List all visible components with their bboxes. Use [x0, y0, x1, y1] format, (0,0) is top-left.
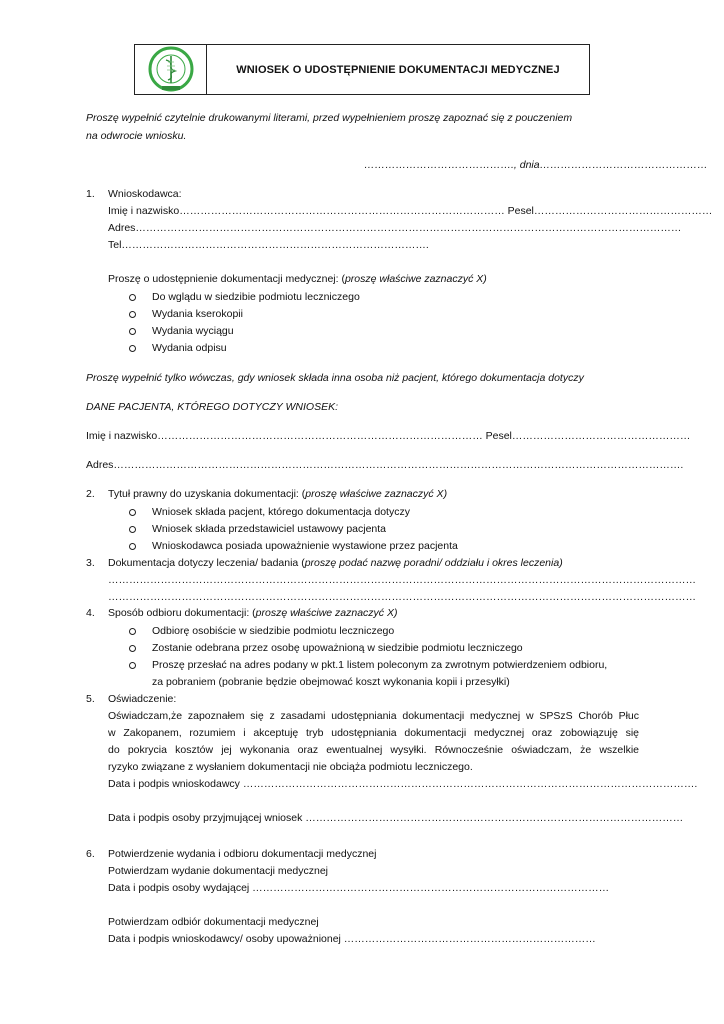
treatment-field-1[interactable]: ……………………………………………………………………………………………………………………………………………………	[108, 574, 696, 586]
applicant-signature-field[interactable]: Data i podpis wnioskodawcy ………………………………………………………………………………………………………………….	[108, 778, 698, 790]
checkbox-pickup-personal[interactable]	[129, 628, 136, 635]
treatment-field-2[interactable]: ……………………………………………………………………………………………………………………………………………………	[108, 591, 696, 603]
header-box	[134, 44, 590, 95]
section-1-title: Wnioskodawca:	[108, 188, 182, 200]
other-person-note: Proszę wypełnić tylko wówczas, gdy wniosek składa inna osoba niż pacjent, którego dokumentacja dotyczy	[86, 372, 584, 384]
request-text: Proszę o udostępnienie dokumentacji medycznej: (	[108, 273, 345, 285]
section-4-number: 4.	[86, 607, 95, 619]
declaration-line-3: do pokrycia kosztów jej wykonania oraz ewentualnej wysyłki. Równocześnie oświadczam, że wszelkie	[108, 744, 639, 756]
declaration-line-1: Oświadczam,że zapoznałem się z zasadami udostępniania dokumentacji medycznej w SPSzS Chorób Płuc	[108, 710, 639, 722]
section-6-title: Potwierdzenie wydania i odbioru dokumentacji medycznej	[108, 848, 377, 860]
section-3-hint: proszę podać nazwę poradni/ oddziału i okres leczenia)	[304, 557, 563, 569]
issuer-signature-field[interactable]: Data i podpis osoby wydającej …………………………………………………………………………………………	[108, 882, 610, 894]
section-3-title-line	[108, 558, 563, 569]
pickup-authorized-label: Zostanie odebrana przez osobę upoważnioną w siedzibie podmiotu leczniczego	[152, 642, 523, 654]
section-6-number: 6.	[86, 848, 95, 860]
page-title: WNIOSEK O UDOSTĘPNIENIE DOKUMENTACJI MEDYCZNEJ	[236, 63, 560, 76]
title-representative-label: Wniosek składa przedstawiciel ustawowy pacjenta	[152, 523, 387, 535]
recipient-signature-field[interactable]: Data i podpis wnioskodawcy/ osoby upoważnionej ………………………………………………………………	[108, 933, 596, 945]
section-2-number: 2.	[86, 488, 95, 500]
section-2-title: Tytuł prawny do uzyskania dokumentacji: (	[108, 488, 306, 500]
option-copy-label: Wydania kserokopii	[152, 308, 243, 320]
hospital-emblem-logo	[142, 46, 200, 92]
receipt-confirm-line: Potwierdzam odbiór dokumentacji medycznej	[108, 916, 319, 928]
section-2-hint: proszę właściwe zaznaczyć X)	[305, 488, 448, 500]
checkbox-pickup-authorized[interactable]	[129, 645, 136, 652]
logo-cell	[135, 45, 207, 94]
declaration-line-2: w Zakopanem, rozumiem i akceptuję tryb udostępniania dokumentacji medycznej oraz zobowiązuję się	[108, 727, 639, 739]
checkbox-option-view[interactable]	[129, 294, 136, 301]
applicant-tel-field[interactable]: Tel…………………………………………………………………………….	[108, 239, 429, 251]
checkbox-title-representative[interactable]	[129, 526, 136, 533]
section-3-number: 3.	[86, 557, 95, 569]
section-2-title-line	[108, 489, 447, 500]
applicant-name-pesel-field[interactable]: Imię i nazwisko………………………………………………………………………………… Pesel……………………………………………	[108, 205, 713, 217]
patient-heading: DANE PACJENTA, KTÓREGO DOTYCZY WNIOSEK:	[86, 401, 339, 413]
pickup-mail-label-cont: za pobraniem (pobranie będzie obejmować koszt wykonania kopii i przesyłki)	[152, 676, 510, 688]
intro-line-2: na odwrocie wniosku.	[86, 130, 187, 142]
applicant-address-field[interactable]: Adres…………………………………………………………………………………………………………………………………………	[108, 222, 682, 234]
checkbox-pickup-mail[interactable]	[129, 662, 136, 669]
section-4-title-line	[108, 608, 397, 619]
place-date-field[interactable]: ……………………………………., dnia…………………………………………	[364, 159, 708, 171]
declaration-line-4: ryzyko związane z wysłaniem dokumentacji nie obciąża podmiotu leczniczego.	[108, 761, 473, 773]
checkbox-option-duplicate[interactable]	[129, 345, 136, 352]
option-extract-label: Wydania wyciągu	[152, 325, 234, 337]
intro-line-1: Proszę wypełnić czytelnie drukowanymi literami, przed wypełnieniem proszę zapoznać się z pouczeniem	[86, 112, 573, 124]
pickup-personal-label: Odbiorę osobiście w siedzibie podmiotu leczniczego	[152, 625, 395, 637]
patient-address-field[interactable]: Adres……………………………………………………………………………………………………………………………………………….	[86, 459, 684, 471]
checkbox-option-extract[interactable]	[129, 328, 136, 335]
option-view-label: Do wglądu w siedzibie podmiotu leczniczego	[152, 291, 360, 303]
pickup-mail-label: Proszę przesłać na adres podany w pkt.1 listem poleconym za zwrotnym potwierdzeniem odbioru,	[152, 659, 608, 671]
section-4-hint: proszę właściwe zaznaczyć X)	[255, 607, 398, 619]
section-4-title: Sposób odbioru dokumentacji: (	[108, 607, 256, 619]
option-duplicate-label: Wydania odpisu	[152, 342, 227, 354]
issue-confirm-line: Potwierdzam wydanie dokumentacji medycznej	[108, 865, 329, 877]
section-5-number: 5.	[86, 693, 95, 705]
checkbox-title-patient[interactable]	[129, 509, 136, 516]
title-patient-label: Wniosek składa pacjent, którego dokumentacja dotyczy	[152, 506, 410, 518]
request-hint: proszę właściwe zaznaczyć X)	[344, 273, 487, 285]
checkbox-title-authorization[interactable]	[129, 543, 136, 550]
section-5-title: Oświadczenie:	[108, 693, 177, 705]
request-line	[108, 274, 487, 285]
receiver-signature-field[interactable]: Data i podpis osoby przyjmującej wniosek ………………………………………………………………………………………………	[108, 812, 684, 824]
patient-name-pesel-field[interactable]: Imię i nazwisko………………………………………………………………………………… Pesel……………………………………………	[86, 430, 691, 442]
title-authorization-label: Wnioskodawca posiada upoważnienie wystawione przez pacjenta	[152, 540, 458, 552]
section-1-number: 1.	[86, 188, 95, 200]
section-3-title: Dokumentacja dotyczy leczenia/ badania (	[108, 557, 305, 569]
checkbox-option-copy[interactable]	[129, 311, 136, 318]
